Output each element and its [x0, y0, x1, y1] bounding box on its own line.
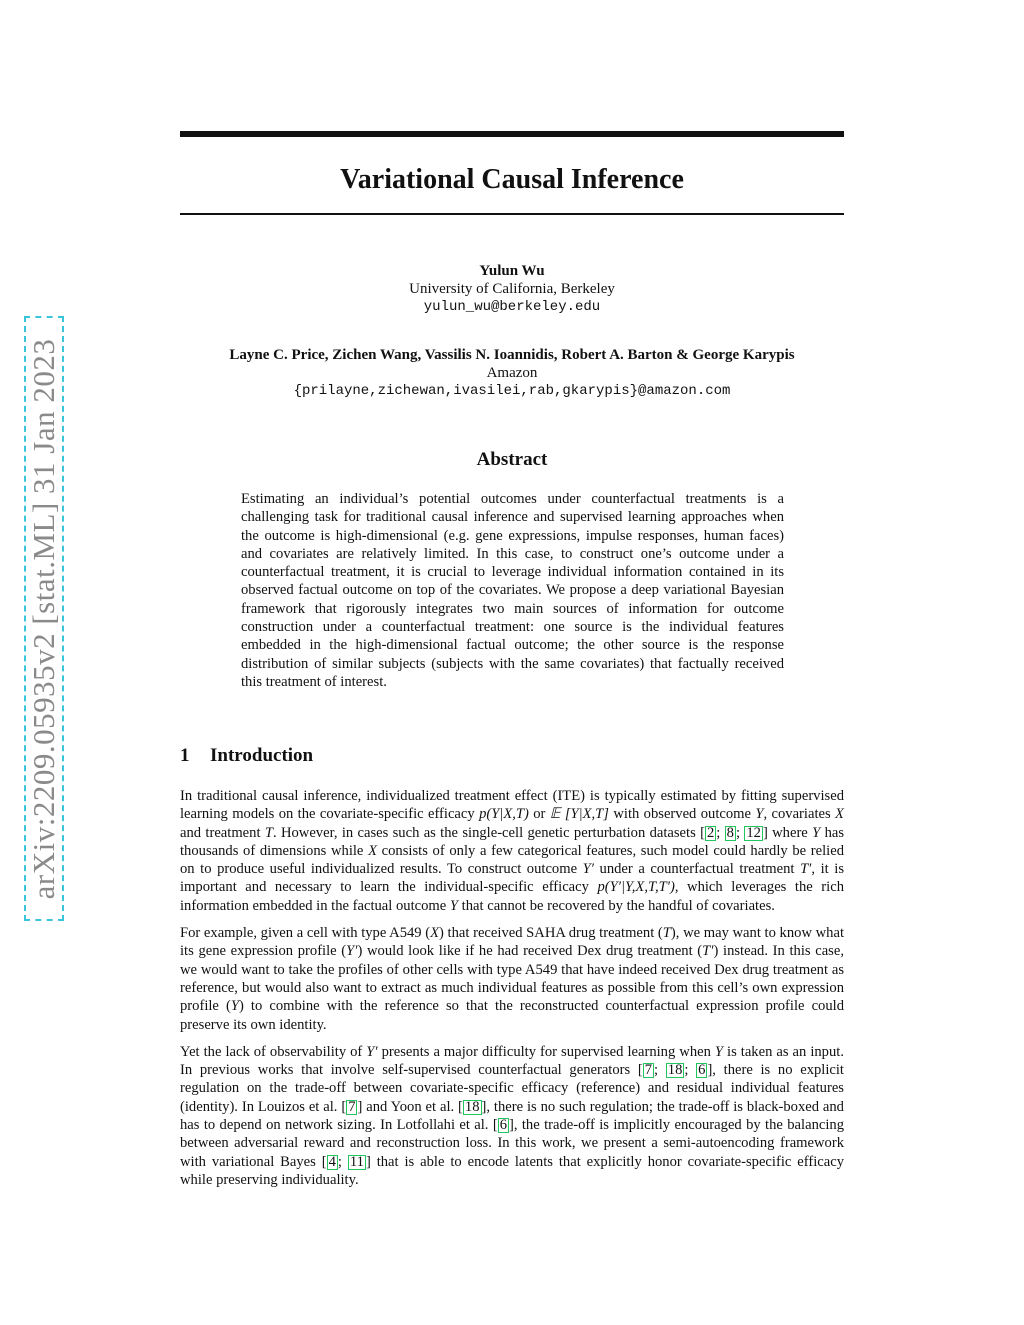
- citation-link[interactable]: 2: [706, 824, 715, 841]
- text-run: presents a major difficulty for supervised learning when: [377, 1043, 715, 1060]
- text-run: ) that received SAHA drug treatment (: [439, 925, 663, 942]
- math-inline: T: [264, 824, 273, 841]
- text-run: or: [528, 806, 550, 823]
- math-inline: p(Y|X,T): [479, 806, 529, 823]
- text-run: ) would look like if he had received Dex drug treatment (: [357, 943, 703, 960]
- math-inline: Y: [812, 824, 821, 841]
- author-email: {prilayne,zichewan,ivasilei,rab,gkarypis}@amazon.com: [293, 383, 731, 399]
- text-run: ], there is no such regulation; the trade-off is black-boxed and has to depend on network sizing. In Lotfollahi et al. [: [180, 1098, 844, 1134]
- text-run: ) instead. In this case, we would want to take the profiles of other cells with type A549 that have indeed received Dex drug treatment as reference, but would also want to extract as much individual features as possible from this cell’s own expression profile (: [180, 943, 844, 1015]
- text-run: ], the trade-off is implicitly encouraged by the balancing between adversarial reward and reconstruction loss. In this work, we present a semi-autoencoding framework with variational Bayes [: [180, 1117, 844, 1170]
- author-name: Yulun Wu: [479, 263, 545, 279]
- text-run: has thousands of dimensions while: [180, 824, 845, 859]
- text-run: ;: [716, 824, 725, 841]
- text-run: ;: [337, 1153, 348, 1170]
- paragraph-3: [180, 1043, 844, 1189]
- arxiv-stamp: [24, 316, 64, 921]
- author-affiliation: University of California, Berkeley: [409, 281, 615, 297]
- author-email: yulun_wu@berkeley.edu: [423, 299, 601, 315]
- math-inline: p(Y′|Y,X,T,T′): [597, 879, 675, 896]
- text-run: , which leverages the rich information embedded in the factual outcome: [180, 879, 844, 914]
- citation-link[interactable]: 18: [667, 1062, 683, 1079]
- citation-link[interactable]: 18: [464, 1098, 480, 1115]
- text-run: consists of only a few categorical features, such model could hardly be relied on to produce useful individualized results. To construct outcome: [180, 842, 844, 878]
- text-run: ] and Yoon et al. [: [357, 1098, 463, 1115]
- section-title: Introduction: [210, 745, 314, 766]
- title-rule-top: [180, 131, 844, 137]
- citation-link[interactable]: 4: [328, 1153, 336, 1170]
- section-number: 1: [180, 745, 190, 766]
- math-inline: Y: [230, 998, 239, 1015]
- text-run: ] that is able to encode latents that explicitly honor covariate-specific efficacy while preserving individuality.: [180, 1153, 844, 1188]
- citation-link[interactable]: 11: [349, 1153, 364, 1170]
- text-run: ;: [654, 1062, 666, 1079]
- math-inline: X: [430, 925, 440, 942]
- author-block-1: [180, 262, 844, 316]
- text-run: ), we may want to know what its gene expression profile (: [180, 925, 845, 960]
- text-run: , it is important and necessary to learn the individual-specific efficacy: [180, 861, 845, 896]
- text-run: with observed outcome: [608, 806, 756, 823]
- math-inline: Y: [755, 806, 764, 823]
- text-run: ;: [684, 1062, 697, 1079]
- citation-link[interactable]: 6: [698, 1062, 706, 1079]
- math-inline: T: [662, 925, 671, 942]
- math-inline: X: [835, 806, 844, 823]
- citation-link[interactable]: 12: [746, 824, 761, 841]
- citation-link[interactable]: 7: [644, 1062, 653, 1079]
- text-run: is taken as an input. In previous works that involve self-supervised counterfactual generators [: [180, 1043, 844, 1079]
- arxiv-identifier: arXiv:2209.05935v2 [stat.ML] 31 Jan 2023: [26, 338, 61, 899]
- abstract-text: Estimating an individual’s potential outcomes under counterfactual treatments is a challenging task for traditional causal inference and supervised learning approaches when the outcome is high-dimensional (e.g. gene expressions, impulse responses, human faces) and covariates are relatively limited. In this case, to construct one’s outcome under a counterfactual treatment, it is crucial to leverage individual information contained in its observed factual outcome on top of the covariates. We propose a deep variational Bayesian framework that rigorously integrates two main sources of information for outcome construction under a counterfactual treatment: one source is the individual features embedded in the high-dimensional factual outcome; the other source is the response distribution of similar subjects (subjects with the same covariates) that factually received this treatment of interest.: [241, 491, 784, 690]
- math-inline: Y′: [346, 943, 358, 960]
- introduction-body: [180, 787, 844, 1198]
- text-run: ) to combine with the reference so that the reconstructed counterfactual expression profile could preserve its own identity.: [180, 998, 844, 1033]
- paper-title: Variational Causal Inference: [340, 164, 684, 195]
- math-inline: T′: [702, 943, 714, 960]
- text-run: that cannot be recovered by the handful of covariates.: [458, 897, 775, 914]
- author-affiliation: Amazon: [486, 365, 538, 381]
- citation-link[interactable]: 7: [348, 1098, 356, 1115]
- text-run: In traditional causal inference, individualized treatment effect (ITE) is typically estimated by fitting supervised learning models on the covariate-specific efficacy: [180, 788, 844, 823]
- text-run: and treatment: [180, 824, 265, 841]
- math-inline: Y′: [366, 1043, 378, 1060]
- section-heading-introduction: [180, 744, 844, 768]
- text-run: . However, in cases such as the single-cell genetic perturbation datasets [: [272, 824, 705, 841]
- author-name: Layne C. Price, Zichen Wang, Vassilis N. Ioannidis, Robert A. Barton & George Karypis: [229, 347, 795, 363]
- text-run: ] where: [762, 824, 813, 841]
- abstract-heading: Abstract: [476, 449, 548, 470]
- title-rule-bottom: [180, 213, 844, 215]
- text-run: ;: [735, 824, 745, 841]
- citation-link[interactable]: 8: [726, 824, 734, 841]
- math-inline: 𝔼 [Y|X,T]: [549, 806, 609, 823]
- paragraph-1: [180, 787, 844, 915]
- math-inline: Y′: [582, 861, 594, 878]
- text-run: ], there is no explicit regulation on the trade-off between covariate-specific efficacy (reference) and residual individual features (identity). In Louizos et al. [: [180, 1062, 844, 1115]
- citation-link[interactable]: 6: [499, 1117, 507, 1134]
- math-inline: Y: [449, 897, 459, 914]
- text-run: under a counterfactual treatment: [593, 861, 801, 878]
- text-run: Yet the lack of observability of: [180, 1043, 367, 1060]
- author-block-2: [180, 346, 844, 400]
- math-inline: T′: [800, 861, 812, 878]
- math-inline: X: [368, 842, 377, 859]
- math-inline: Y: [714, 1043, 724, 1060]
- text-run: For example, given a cell with type A549 (: [180, 925, 431, 942]
- paragraph-2: [180, 924, 844, 1034]
- text-run: , covariates: [763, 806, 836, 823]
